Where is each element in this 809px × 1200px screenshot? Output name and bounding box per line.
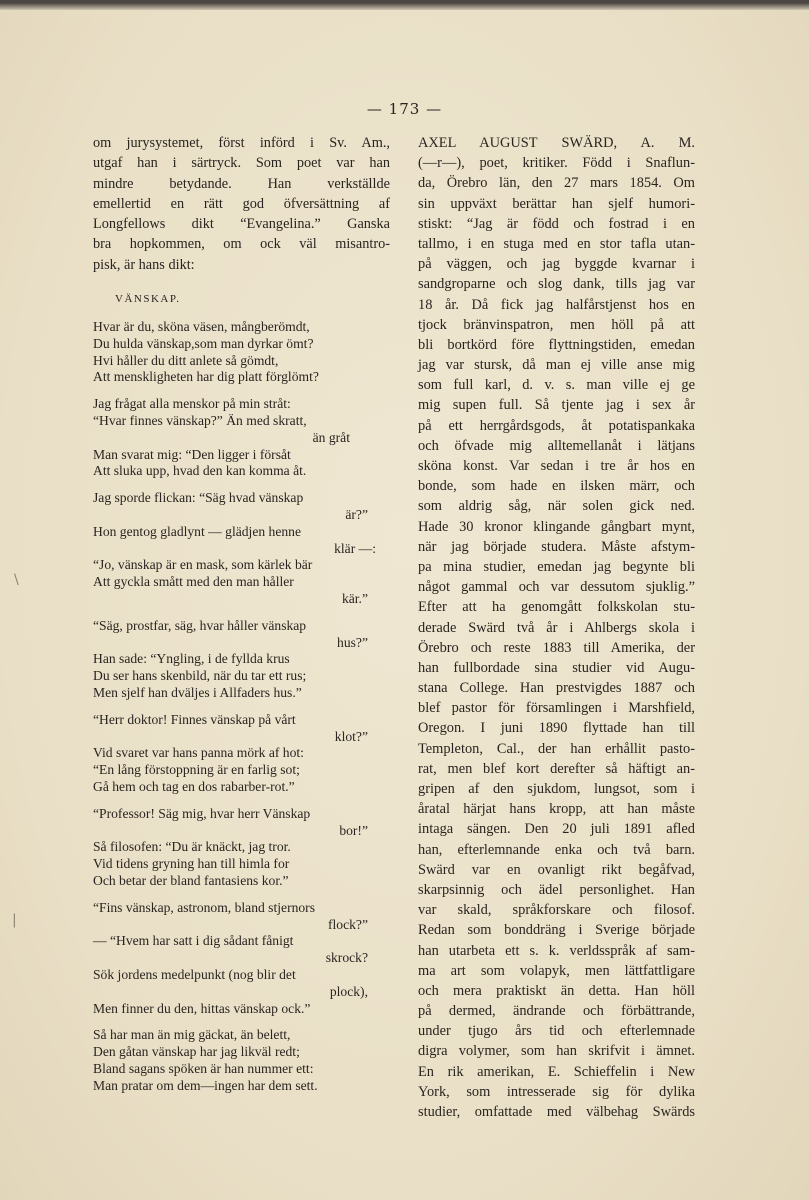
text-line: Swärd var en ovanligt rikt begåfvad,	[418, 861, 695, 878]
text-line: sin uppväxt berättar han sjelf humori-	[418, 195, 695, 212]
text-line: som full karl, d. v. s. man ville ej ge	[418, 377, 695, 394]
margin-mark: |	[12, 912, 17, 928]
verse-line: Hvar är du, sköna väsen, mångberömdt,	[93, 319, 310, 335]
verse-line: Men sjelf han dväljes i Allfaders hus.”	[93, 685, 302, 701]
verse-line: klär —:	[334, 540, 376, 556]
page-number: — 173 —	[366, 100, 443, 118]
verse-line: Sök jordens medelpunkt (nog blir det	[93, 966, 296, 982]
text-line: om jurysystemet, först införd i Sv. Am.,	[93, 135, 390, 151]
text-line: blef pastor för församlingen i Marshfield,	[418, 700, 695, 717]
text-line: Hade 30 kronor klingande gångbart mynt,	[418, 518, 695, 535]
verse-line: kär.”	[341, 591, 368, 607]
verse-line: Du hulda vänskap,som man dyrkar ömt?	[93, 335, 314, 351]
poem-stanza	[93, 396, 390, 480]
verse-line: Att sluka upp, hvad den kan komma åt.	[93, 463, 307, 479]
text-line: digra volymer, som han skrifvit i ämnet.	[418, 1043, 695, 1060]
text-line: (—r—), poet, kritiker. Född i Snaflun-	[418, 155, 695, 172]
verse-line: — “Hvem har satt i dig sådant fånigt	[93, 933, 294, 949]
entry-heading: AXEL AUGUST SWÄRD, A. M.	[418, 135, 695, 151]
verse-line: plock),	[329, 983, 368, 999]
verse-line: Vid tidens gryning han till himla for	[93, 856, 290, 872]
text-line: pisk, är hans dikt:	[93, 256, 195, 273]
text-line: 18 år. Då fick jag halfårstjenst hos en	[418, 296, 695, 313]
verse-line: “Herr doktor! Finnes vänskap på vårt	[93, 711, 296, 727]
text-line: på dermed, ändrande och förbättrande,	[418, 1003, 695, 1020]
text-line: Templeton, Cal., der han erhållit pasto-	[418, 740, 695, 757]
text-line: studier, omfattade med välbehag Swärds	[418, 1104, 695, 1120]
text-line: bonde, som hade en ilsken märr, och	[418, 478, 695, 495]
text-line: rat, men blef kort derefter så häftigt an-	[418, 760, 695, 777]
text-line: något gammal och var dessutom sjuklig.”	[418, 579, 695, 596]
poem-stanza	[93, 1027, 390, 1094]
verse-line: “Hvar finnes vänskap?” Än med skratt,	[93, 413, 307, 429]
poem-stanza	[93, 712, 390, 796]
verse-line: Bland sagans spöken är han nummer ett:	[93, 1060, 314, 1076]
right-column	[418, 133, 695, 1122]
left-column	[93, 133, 390, 1105]
verse-line: flock?”	[328, 916, 368, 932]
text-line: Efter att ha genomgått folkskolan stu-	[418, 599, 695, 616]
verse-line: bor!”	[339, 822, 368, 838]
verse-line: Gå hem och tag en dos rabarber-rot.”	[93, 779, 295, 794]
text-line: da, Örebro län, den 27 mars 1854. Om	[418, 175, 695, 192]
verse-line: Att menskligheten har dig platt förglömt?	[93, 369, 319, 385]
biography-paragraph	[418, 133, 695, 1122]
verse-line: Man pratar om dem—ingen har dem sett.	[93, 1077, 318, 1093]
text-line: Longfellows dikt “Evangelina.” Ganska	[93, 216, 390, 233]
text-line: stana College. Han prestvigdes 1887 och	[418, 680, 695, 697]
intro-paragraph	[93, 133, 390, 275]
text-line: han utarbeta ett s. k. verldsspråk af sam-	[418, 942, 695, 959]
text-line: bli bortkörd före flyttningstiden, emedan	[418, 336, 695, 353]
text-line: åratal härjat hans kropp, att han måste	[418, 801, 695, 818]
verse-line: Hvi håller du ditt anlete så gömdt,	[93, 352, 279, 368]
text-line: jag var stursk, då man ej ville anse mig	[418, 357, 695, 374]
poem-stanza	[93, 490, 390, 608]
verse-line: Jag sporde flickan: “Säg hvad vänskap	[93, 490, 304, 506]
text-line: på väggen, och jag byggde kvarnar i	[418, 256, 695, 273]
text-line: när jag började studera. Måste afstym-	[418, 538, 695, 555]
verse-line: Men finner du den, hittas vänskap ock.”	[93, 1000, 311, 1016]
verse-line: hus?”	[337, 634, 368, 650]
verse-line: än gråt	[312, 429, 350, 445]
text-line: gripen af den sjukdom, lungsot, som i	[418, 781, 695, 797]
verse-line: Man svarat mig: “Den ligger i försåt	[93, 446, 291, 462]
text-line: tallmo, i en stuga med en stor tafla utan-	[418, 235, 695, 252]
text-line: och öfvade mig alltemellanåt i lätjans	[418, 437, 695, 454]
text-line: ma art som volapyk, men lättfattligare	[418, 962, 695, 979]
text-line: sköna konst. Var sedan i tre år hos en	[418, 458, 695, 474]
text-line: York, som intresserade sig för dylika	[418, 1083, 695, 1100]
verse-line: Så filosofen: “Du är knäckt, jag tror.	[93, 839, 291, 855]
verse-line: Och betar der bland fantasiens kor.”	[93, 872, 289, 888]
text-line: intaga sängen. Den 20 juli 1891 afled	[418, 821, 695, 838]
verse-line: Vid svaret var hans panna mörk af hot:	[93, 745, 304, 761]
text-line: derade Swärd två år i Ahlbergs skola i	[418, 619, 695, 636]
text-line: som aldrig såg, när solen gick ned.	[418, 498, 695, 515]
verse-line: Jag frågat alla menskor på min stråt:	[93, 396, 291, 412]
poem-stanza	[93, 900, 390, 1018]
poem-stanza	[93, 618, 390, 702]
poem-stanza	[93, 319, 390, 386]
poem-title: VÄNSKAP.	[115, 293, 181, 306]
text-line: under tjugo års tid och efterlemnade	[418, 1023, 695, 1040]
text-line: sandgroparne och slog dank, tills jag var	[418, 276, 695, 293]
text-line: han fullbordade sina studier vid Augu-	[418, 659, 695, 676]
verse-line: är?”	[345, 507, 368, 523]
verse-line: “Jo, vänskap är en mask, som kärlek bär	[93, 557, 313, 573]
text-line: emellertid en rätt god öfversättning af	[93, 195, 390, 212]
verse-line: Att gyckla smått med den man håller	[93, 574, 294, 590]
text-line: Oregon. I juni 1890 flyttade han till	[418, 720, 695, 737]
verse-line: Så har man än mig gäckat, än belett,	[93, 1027, 291, 1043]
text-line: Örebro och reste 1883 till Amerika, der	[418, 639, 695, 656]
verse-line: Den gåtan vänskap har jag likväl redt;	[93, 1044, 300, 1060]
top-rule	[0, 0, 809, 10]
text-line: Redan som bonddräng i Sverige började	[418, 922, 695, 939]
verse-line: “Fins vänskap, astronom, bland stjernors	[93, 899, 316, 915]
verse-line: “Säg, prostfar, säg, hvar håller vänskap	[93, 617, 307, 633]
text-line: var skald, språkforskare och filosof.	[418, 902, 695, 919]
text-line: skarpsinnig och ädel personlighet. Han	[418, 881, 695, 898]
text-line: pa mina studier, emedan jag begynte bli	[418, 558, 695, 575]
text-line: En rik amerikan, E. Schieffelin i New	[418, 1063, 695, 1080]
verse-line: “En lång förstoppning är en farlig sot;	[93, 762, 300, 778]
verse-line: Hon gentog gladlynt — glädjen henne	[93, 523, 302, 539]
verse-line: klot?”	[334, 728, 368, 744]
text-line: mindre betydande. Han verkställde	[93, 175, 390, 192]
verse-line: “Professor! Säg mig, hvar herr Vänskap	[93, 805, 311, 821]
text-line: utgaf han i särtryck. Som poet var han	[93, 155, 390, 172]
text-line: bra hopkommen, om ock väl misantro-	[93, 236, 390, 253]
text-line: på ett herrgårdsgods, åt potatispankaka	[418, 417, 695, 434]
text-line: mig supen full. Så tjente jag i sex år	[418, 397, 695, 414]
text-line: tjock bränvinspatron, men höll på att	[418, 316, 695, 333]
verse-line: Du ser hans skenbild, när du tar ett rus;	[93, 668, 307, 684]
poem-stanza	[93, 806, 390, 890]
verse-line: skrock?	[325, 950, 368, 966]
margin-mark: \	[14, 572, 19, 588]
text-line: stiskt: “Jag är född och fostrad i en	[418, 215, 695, 232]
text-line: han, efterlemnande enka och två barn.	[418, 841, 695, 858]
verse-line: Han sade: “Yngling, i de fyllda krus	[93, 651, 290, 667]
text-line: och mera praktiskt än detta. Han höll	[418, 982, 695, 999]
